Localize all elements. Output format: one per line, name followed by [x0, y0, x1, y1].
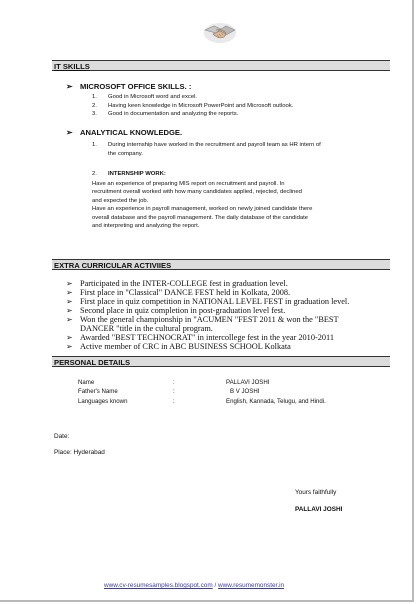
- section-heading-extra-curricular: EXTRA CURRICULAR ACTIVIIES: [52, 259, 390, 270]
- footer-separator: /: [212, 582, 219, 589]
- handshake-icon: [202, 17, 238, 47]
- text-line: Have an experience in payroll management, worked on newly joined candidate there: [92, 206, 313, 213]
- small-arrow-bullet-icon: ➢: [66, 333, 73, 342]
- list-item: 2. Having keen knowledge in Microsoft PowerPoint and Microsoft outlook.: [92, 102, 294, 109]
- small-arrow-bullet-icon: ➢: [66, 288, 73, 297]
- footer-link-blog[interactable]: www.cv-resumesamples.blogspot.com: [104, 582, 213, 589]
- text-line: and expected the job.: [92, 197, 149, 204]
- arrow-bullet-icon: ➢: [66, 128, 73, 137]
- table-row: Name : PALLAVI JOSHI: [78, 379, 270, 386]
- text-line: and interpreting and analyzing the report.: [92, 223, 200, 230]
- list-item: 1. During internship have worked in the recruitment and payroll team as HR intern of: [92, 142, 321, 148]
- section-heading-personal-details: PERSONAL DETAILS: [52, 356, 390, 367]
- personal-details-table: [78, 379, 398, 419]
- signature-name: PALLAVI JOSHI: [295, 506, 343, 513]
- text-line: overall database and the payroll management. The daily database of the candidate: [92, 214, 309, 221]
- footer-link-site[interactable]: www.resumemonster.in: [218, 582, 285, 589]
- table-row: Languages known : English, Kannada, Telugu, and Hindi.: [78, 398, 326, 405]
- internship-heading: 2. INTERNSHIP WORK:: [92, 171, 166, 177]
- internship-description: [92, 180, 382, 230]
- list-item: the company.: [108, 150, 143, 157]
- ordered-list: [92, 93, 392, 123]
- subsection-title: ➢ ANALYTICAL KNOWLEDGE.: [66, 128, 183, 137]
- list-item: 3. Good in documentation and analyzing the reports.: [92, 111, 239, 117]
- small-arrow-bullet-icon: ➢: [66, 279, 73, 288]
- closing-phrase: Yours faithfully: [295, 489, 337, 496]
- list-item: 1. Good in Microsoft word and excel.: [92, 94, 198, 100]
- section-heading-it-skills: IT SKILLS: [52, 60, 390, 71]
- extra-curricular-list: ➢ Participated in the INTER-COLLEGE fest in graduation level. ➢ First place in "Classical" DANCE FEST held in Kolkata, 2008. ➢ First place in quiz competition in NATIONAL LEVEL FEST in graduation level. ➢ Second place in quiz completion in post-graduation level fest. ➢ Won the general championship in "ACUMEN "FEST 2011 & won the "BEST DANCER "title in the cultural program. ➢ Awarded "BEST TECHNOCRAT" in intercollege fest in the year 2010-2011 ➢ Active member of CRC in ABC BUSINESS SCHOOL Kolkata: [66, 279, 350, 351]
- date-label: Date:: [54, 433, 70, 440]
- small-arrow-bullet-icon: ➢: [66, 306, 73, 315]
- ordered-list: [92, 141, 392, 161]
- arrow-bullet-icon: ➢: [66, 82, 73, 91]
- subsection-title: ➢ MICROSOFT OFFICE SKILLS. :: [66, 82, 192, 91]
- footer-links: [104, 582, 284, 589]
- text-line: recruitment overall worked with how many candidates applied, rejected, declined: [92, 189, 302, 196]
- text-line: Have an experience of preparing MIS report on recruitment and payroll. In: [92, 181, 285, 187]
- place-label: Place: Hyderabad: [54, 449, 105, 456]
- table-row: Father's Name : B V JOSHI: [78, 388, 260, 395]
- small-arrow-bullet-icon: ➢: [66, 315, 73, 324]
- small-arrow-bullet-icon: ➢: [66, 297, 73, 306]
- small-arrow-bullet-icon: ➢: [66, 342, 73, 351]
